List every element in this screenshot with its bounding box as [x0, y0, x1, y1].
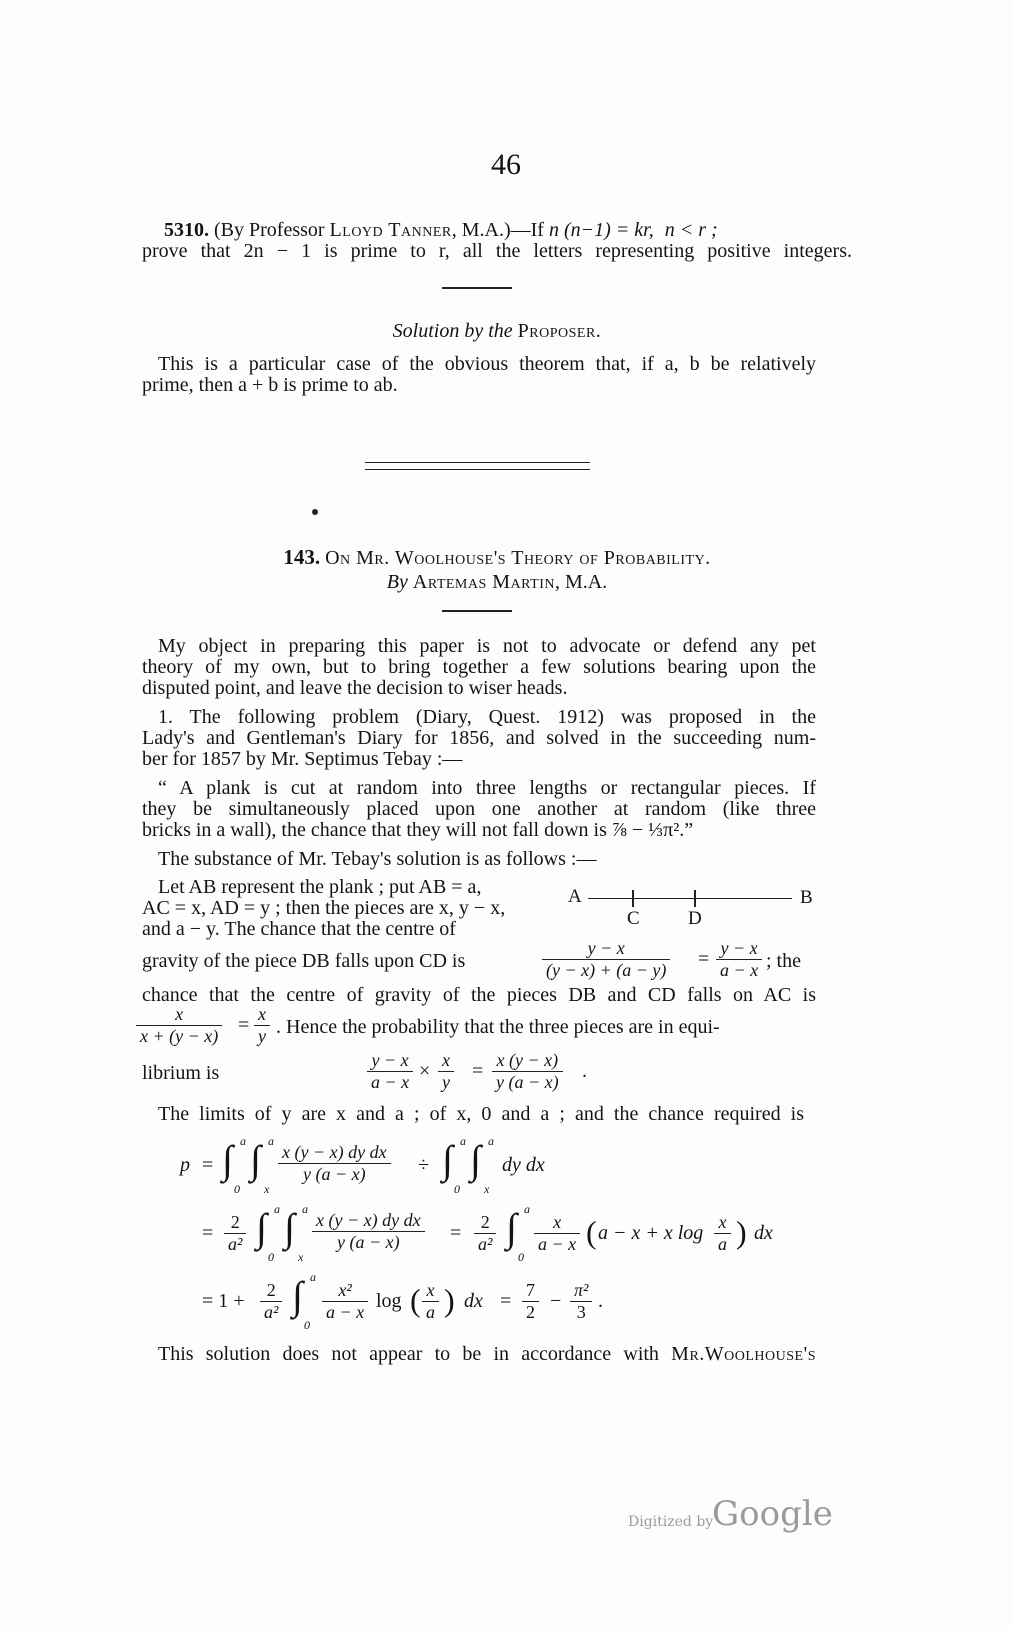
fraction-gravity-db: $\frac{y - x}{(y - x) + (a - y)}$ — [542, 938, 670, 981]
limits-line: The limits of y are x and a ; of x, 0 and a ; and the chance required is — [158, 1103, 804, 1125]
para1-line-3: disputed point, and leave the decision to wiser heads. — [142, 677, 568, 699]
question-by-prefix: (By Professor — [214, 219, 330, 241]
let-line-3: and a − y. The chance that the centre of — [142, 918, 456, 940]
solution-line-2: prime, then a + b is prime to ab. — [142, 374, 398, 396]
article-title — [142, 546, 852, 570]
google-logo: Google — [712, 1494, 833, 1534]
question-condition-2: n < r ; — [664, 219, 718, 241]
question-5310-line-1 — [142, 219, 852, 242]
equals-3: = — [472, 1060, 484, 1082]
last-line — [158, 1343, 816, 1366]
para2-line-1: 1. The following problem (Diary, Quest. 1912) was proposed in the — [158, 706, 816, 728]
para1-line-2: theory of my own, but to bring together a few solutions bearing upon the — [142, 656, 816, 678]
plank-line — [588, 898, 792, 899]
label-a: A — [568, 886, 582, 907]
fraction-x-y: $\frac{x}{y}$ — [254, 1004, 270, 1047]
gravity-text: gravity of the piece DB falls upon CD is — [142, 950, 466, 972]
equation-p: p = ∫ a 0 ∫ a x $\frac{\text{x (y − x) dy dx}}{y (a - x)}$ ÷ ∫ a 0 ∫ a x dy dx — [180, 1134, 545, 1196]
ink-dot — [312, 509, 318, 515]
let-line-2: AC = x, AD = y ; then the pieces are x, y − x, — [142, 897, 506, 919]
tick-d — [694, 890, 696, 907]
last-line-text: This solution does not appear to be in accordance with — [158, 1343, 672, 1365]
chance-line: chance that the centre of gravity of the pieces DB and CD falls on AC is — [142, 984, 816, 1006]
double-rule-bottom — [365, 469, 590, 470]
article-title-text: On Mr. Woolhouse's Theory of Probability. — [325, 547, 711, 569]
solution-heading — [142, 320, 852, 343]
fraction-equilibrium-result: $\frac{x (y - x)}{y (a - x)}$ — [492, 1050, 563, 1093]
label-b: B — [800, 887, 813, 908]
fraction-ac: $\frac{x}{x + (y - x)}$ — [136, 1004, 222, 1047]
question-5310-line-2: prove that 2n − 1 is prime to r, all the letters representing positive integers. — [142, 240, 852, 262]
question-author: Lloyd Tanner — [329, 219, 452, 241]
digitized-text: Digitized by — [628, 1514, 714, 1530]
quote-line-1: “ A plank is cut at random into three lengths or rectangular pieces. If — [158, 777, 816, 799]
times-sign: × — [419, 1060, 431, 1082]
fraction-simplified: $\frac{y - x}{a - x}$ — [716, 938, 762, 981]
para2-line-3: ber for 1857 by Mr. Septimus Tebay :— — [142, 748, 463, 770]
gravity-end: ; the — [766, 950, 801, 972]
fraction-equilibrium-2: $\frac{x}{y}$ — [438, 1050, 454, 1093]
byline-author: Artemas Martin — [412, 571, 555, 593]
equation-result: = 1 + $\frac{2}{\text{a²}}$ ∫ a 0 $\frac{\text{x²}}{a - x}$ log ( $\frac{x}{a}$ ) dx = $\frac{7}{2}$ − $\frac{\text{π²}}{3}$ . — [202, 1270, 603, 1332]
double-rule-top — [365, 462, 590, 463]
equals-1: = — [698, 948, 710, 970]
gravity-line — [142, 938, 832, 982]
solution-line-1: This is a particular case of the obvious theorem that, if a, b be relatively — [158, 353, 816, 375]
plank-diagram — [564, 882, 824, 932]
article-number: 143. — [283, 545, 321, 569]
question-condition-1: n (n−1) = kr, — [548, 219, 654, 241]
solution-heading-italic: Solution by the — [392, 320, 518, 342]
label-c: C — [627, 908, 640, 929]
period: . — [582, 1060, 587, 1082]
article-divider — [442, 610, 512, 612]
last-line-woolhouse: Mr.Woolhouse's — [671, 1343, 816, 1365]
tick-c — [632, 890, 634, 907]
librium-text: librium is — [142, 1062, 220, 1084]
para2-line-2: Lady's and Gentleman's Diary for 1856, and solved in the succeeding num- — [142, 727, 816, 749]
question-number: 5310. — [164, 219, 209, 241]
fraction-equilibrium-1: $\frac{y - x}{a - x}$ — [367, 1050, 413, 1093]
quote-line-3: bricks in a wall), the chance that they will not fall down is ⅞ − ⅓π².” — [142, 819, 694, 841]
label-d: D — [688, 908, 702, 929]
hence-text: . Hence the probability that the three pieces are in equi- — [276, 1016, 720, 1038]
section-divider — [442, 287, 512, 289]
hence-line — [142, 1004, 832, 1048]
byline-suffix: , M.A. — [554, 571, 608, 593]
equation-step-2: = $\frac{2}{\text{a²}}$ ∫ a 0 ∫ a x $\frac{\text{x (y − x) dy dx}}{y (a - x)}$ = $\frac{2}{\text{a²}}$ ∫ a 0 $\frac{x}{a - x}$ ( a − x + x log $\frac{x}{a}$ ) dx — [202, 1202, 773, 1264]
byline-by: By — [386, 571, 413, 593]
librium-line — [142, 1048, 832, 1098]
equals-2: = — [238, 1014, 250, 1036]
solution-heading-proposer: Proposer. — [517, 320, 602, 342]
page-number: 46 — [491, 148, 521, 181]
article-byline — [142, 571, 852, 594]
question-by-suffix: , M.A.)—If — [451, 219, 549, 241]
para1-line-1: My object in preparing this paper is not to advocate or defend any pet — [158, 635, 816, 657]
digitized-watermark — [628, 1494, 838, 1538]
quote-line-2: they be simultaneously placed upon one another at random (like three — [142, 798, 816, 820]
let-line-1: Let AB represent the plank ; put AB = a, — [158, 876, 482, 898]
substance-line: The substance of Mr. Tebay's solution is as follows :— — [158, 848, 597, 870]
